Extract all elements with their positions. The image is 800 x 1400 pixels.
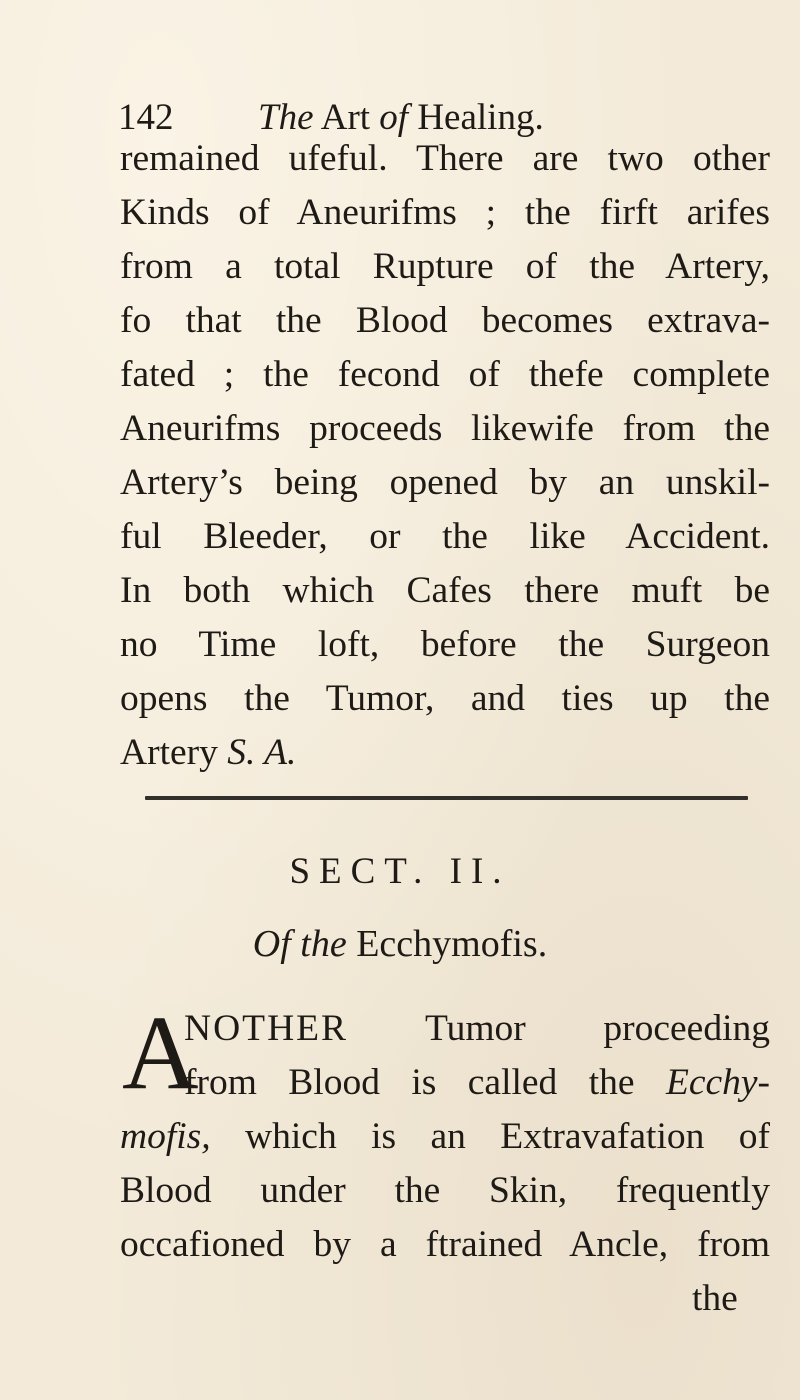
text-line: no Time loft, before the Surgeon — [120, 624, 770, 665]
text-line — [184, 1002, 770, 1056]
section-divider — [145, 796, 748, 800]
line-plain: from Blood is called the — [184, 1062, 635, 1103]
text-line: from a total Rupture of the Artery, — [120, 246, 770, 287]
text-line — [120, 1110, 770, 1164]
text-line: In both which Cafes there muft be — [120, 570, 770, 611]
running-title-healing: Healing. — [417, 97, 544, 138]
text-line: Blood under the Skin, frequently — [120, 1170, 770, 1211]
ecchy-word: Ecchy- — [665, 1062, 771, 1103]
section-heading: SECT. II. — [289, 851, 511, 892]
signature-initials: S. A. — [227, 732, 297, 773]
running-title-the: The — [258, 97, 314, 138]
running-title-art: Art — [320, 97, 371, 138]
text-line: opens the Tumor, and ties up the — [120, 678, 770, 719]
text-line: remained ufeful. There are two other — [120, 138, 770, 179]
mofis-word: mofis, — [120, 1116, 211, 1157]
line-rest: Tumor proceeding — [425, 1008, 770, 1049]
catchword: the — [692, 1278, 738, 1319]
text-line: fo that the Blood becomes extrava- — [120, 300, 770, 341]
text-line: occafioned by a ftrained Ancle, from — [120, 1224, 770, 1265]
text-line-last — [120, 726, 296, 780]
text-line: Kinds of Aneurifms ; the firft arifes — [120, 192, 770, 233]
drop-cap: A — [122, 994, 199, 1111]
text-line: Aneurifms proceeds likewife from the — [120, 408, 770, 449]
page-number: 142 — [118, 97, 174, 138]
text-line: fated ; the fecond of thefe complete — [120, 354, 770, 395]
text-line: ful Bleeder, or the like Accident. — [120, 516, 770, 557]
subtitle-of-the: Of the — [252, 923, 347, 965]
text-line — [184, 1056, 770, 1110]
caps-word: NOTHER — [184, 1008, 349, 1049]
line-rest: which is an Extravafation of — [245, 1116, 770, 1157]
section-subtitle — [0, 918, 800, 970]
running-title-of: of — [379, 97, 409, 138]
artery-word: Artery — [120, 732, 218, 773]
text-line: Artery’s being opened by an unskil- — [120, 462, 770, 503]
subtitle-name: Ecchymofis. — [356, 923, 548, 965]
